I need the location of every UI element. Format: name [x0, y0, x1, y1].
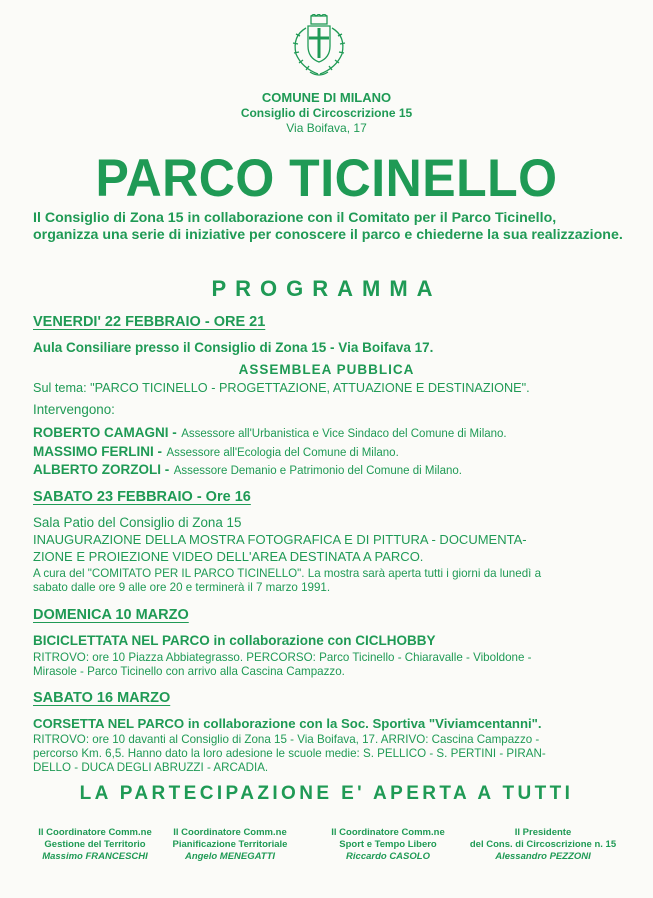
- participation-banner: LA PARTECIPAZIONE E' APERTA A TUTTI: [79, 783, 574, 804]
- speaker-role: Assessore Demanio e Patrimonio del Comune di Milano.: [173, 465, 462, 477]
- intro-paragraph: Il Consiglio di Zona 15 in collaborazione con il Comitato per il Parco Ticinello, organizza una serie di iniziative per conoscere il parco e chiederne la sua realizzazione.: [33, 210, 623, 243]
- signature-name: Angelo MENEGATTI: [184, 851, 276, 862]
- signature-role: Il Coordinatore Comm.ne: [38, 827, 152, 838]
- signature-dept: Gestione del Territorio: [44, 839, 146, 850]
- event4-title: CORSETTA NEL PARCO in collaborazione con la Soc. Sportiva "Viviamcentanni".: [33, 716, 542, 731]
- signature-dept: del Cons. di Circoscrizione n. 15: [469, 839, 617, 850]
- signature-name: Riccardo CASOLO: [346, 851, 430, 862]
- event1-topic: Sul tema: "PARCO TICINELLO - PROGETTAZIONE, ATTUAZIONE E DESTINAZIONE".: [33, 381, 530, 395]
- header-address: Via Boifava, 17: [286, 121, 367, 135]
- event2-venue: Sala Patio del Consiglio di Zona 15: [33, 515, 242, 530]
- event3-note-line2: Mirasole - Parco Ticinello con arrivo alla Cascina Campazzo.: [33, 665, 345, 678]
- signature-role: Il Coordinatore Comm.ne: [331, 827, 445, 838]
- event2-desc-line2: ZIONE E PROIEZIONE VIDEO DELL'AREA DESTINATA A PARCO.: [33, 549, 424, 564]
- page-title: PARCO TICINELLO: [95, 148, 558, 208]
- signature-name: Massimo FRANCESCHI: [42, 851, 148, 862]
- speaker-name: ROBERTO CAMAGNI -: [33, 425, 177, 440]
- speaker-name: ALBERTO ZORZOLI -: [33, 462, 170, 477]
- speaker-role: Assessore all'Ecologia del Comune di Milano.: [166, 447, 399, 459]
- speaker-row: [33, 424, 628, 442]
- event4-note-line1: RITROVO: ore 10 davanti al Consiglio di Zona 15 - Via Boifava, 17. ARRIVO: Cascina Campazzo -: [33, 733, 540, 746]
- event3-title: BICICLETTATA NEL PARCO in collaborazione con CICLHOBBY: [33, 633, 436, 648]
- event3-note-line1: RITROVO: ore 10 Piazza Abbiategrasso. PERCORSO: Parco Ticinello - Chiaravalle - Viboldone -: [33, 651, 532, 664]
- signature-role: Il Presidente: [514, 827, 572, 838]
- event4-note-line3: DELLO - DUCA DEGLI ABRUZZI - ARCADIA.: [33, 761, 269, 774]
- speaker-row: [33, 461, 628, 479]
- signature-block: [448, 827, 638, 863]
- header-city: COMUNE DI MILANO: [261, 90, 392, 105]
- milan-coat-of-arms-icon: [288, 14, 350, 80]
- event2-note-line2: sabato dalle ore 9 alle ore 20 e terminerà il 7 marzo 1991.: [33, 581, 331, 594]
- event1-kind: ASSEMBLEA PUBBLICA: [238, 362, 415, 377]
- event3-date: DOMENICA 10 MARZO: [33, 607, 189, 623]
- event4-note-line2: percorso Km. 6,5. Hanno dato la loro adesione le scuole medie: S. PELLICO - S. PERTINI - PIRAN-: [33, 747, 546, 760]
- event4-date: SABATO 16 MARZO: [33, 690, 171, 706]
- signature-name: Alessandro PEZZONI: [495, 851, 591, 862]
- event1-venue: Aula Consiliare presso il Consiglio di Zona 15 - Via Boifava 17.: [33, 340, 434, 355]
- speaker-row: [33, 443, 628, 461]
- event1-intervengono: Intervengono:: [33, 402, 115, 417]
- signature-role: Il Coordinatore Comm.ne: [173, 827, 287, 838]
- signature-dept: Pianificazione Territoriale: [172, 839, 288, 850]
- speaker-name: MASSIMO FERLINI -: [33, 444, 162, 459]
- event1-date: VENERDI' 22 FEBBRAIO - ORE 21: [33, 314, 266, 330]
- signature-dept: Sport e Tempo Libero: [339, 839, 437, 850]
- signature-block: [145, 827, 315, 863]
- header-council: Consiglio di Circoscrizione 15: [240, 106, 413, 120]
- programma-heading: PROGRAMMA: [211, 276, 442, 301]
- speaker-role: Assessore all'Urbanistica e Vice Sindaco del Comune di Milano.: [181, 428, 507, 440]
- event2-date: SABATO 23 FEBBRAIO - Ore 16: [33, 489, 251, 505]
- event2-note-line1: A cura del "COMITATO PER IL PARCO TICINELLO". La mostra sarà aperta tutti i giorni da lunedì a: [33, 567, 542, 580]
- event2-desc-line1: INAUGURAZIONE DELLA MOSTRA FOTOGRAFICA E DI PITTURA - DOCUMENTA-: [33, 532, 527, 547]
